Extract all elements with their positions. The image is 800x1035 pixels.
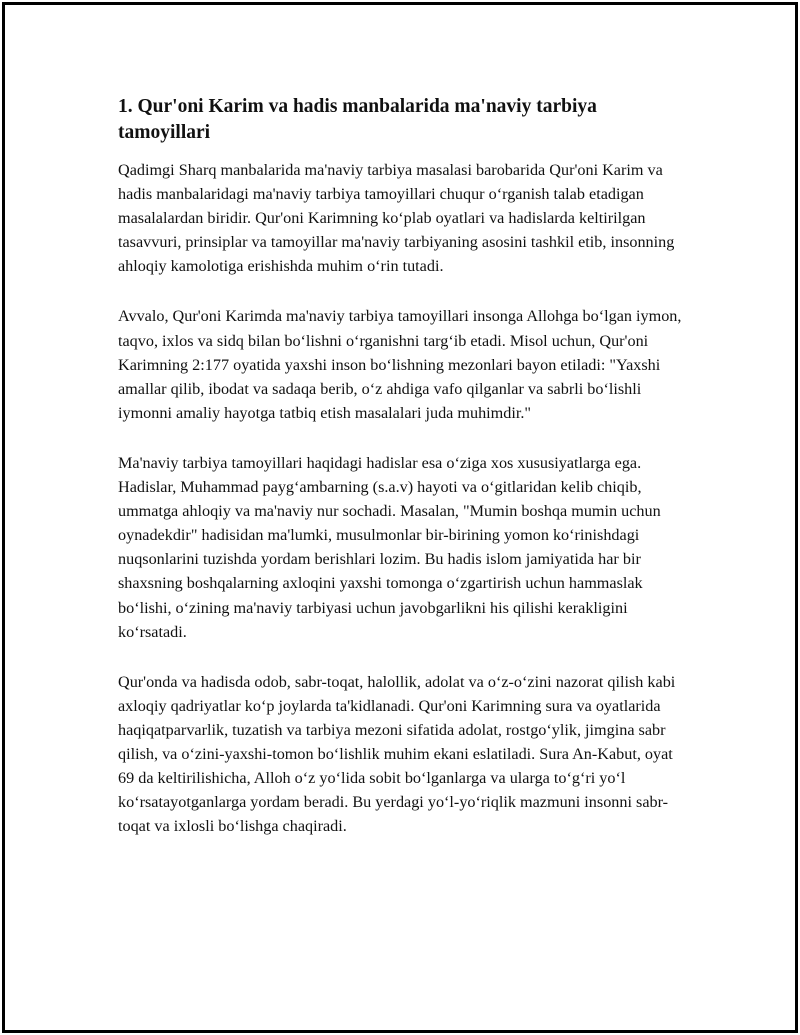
- section-heading: 1. Qur'oni Karim va hadis manbalarida ma'naviy tarbiya tamoyillari: [118, 96, 597, 143]
- paragraph-1: Qadimgi Sharq manbalarida ma'naviy tarbiya masalasi barobarida Qur'oni Karim va hadis manbalaridagi ma'naviy tarbiya tamoyillari chuqur oʻrganish talab etadigan masalalardan biridir. Qur'oni Karimning koʻplab oyatlari va hadislarda keltirilgan tasavvuri, prinsiplar va tamoyillar ma'naviy tarbiyaning asosini tashkil etib, insonning ahloqiy kamolotiga erishishda muhim oʻrin tutadi.: [118, 161, 675, 276]
- paragraph-2: Avvalo, Qur'oni Karimda ma'naviy tarbiya tamoyillari insonga Allohga boʻlgan iymon, taqvo, ixlos va sidq bilan boʻlishni oʻrganishni targʻib etadi. Misol uchun, Qur'oni Karimning 2:177 oyatida yaxshi inson boʻlishning mezonlari bayon etiladi: "Yaxshi amallar qilib, ibodat va sadaqa berib, oʻz ahdiga vafo qilganlar va sabrli boʻlishli iymonni amaliy hayotga tatbiq etish masalalari juda muhimdir.": [118, 307, 682, 422]
- document-body: [118, 94, 686, 864]
- paragraph-4: Qur'onda va hadisda odob, sabr-toqat, halollik, adolat va oʻz-oʻzini nazorat qilish kabi axloqiy qadriyatlar koʻp joylarda ta'kidlanadi. Qur'oni Karimning sura va oyatlarida haqiqatparvarlik, tuzatish va tarbiya mezoni sifatida adolat, rostgoʻylik, jimgina sabr qilish, va oʻzini-yaxshi-tomon boʻlishlik muhim ekani eslatiladi. Sura An-Kabut, oyat 69 da keltirilishicha, Alloh oʻz yoʻlida sobit boʻlganlarga va ularga toʻgʻri yoʻl koʻrsatayotganlarga yordam beradi. Bu yerdagi yoʻl-yoʻriqlik mazmuni insonni sabr-toqat va ixlosli boʻlishga chaqiradi.: [118, 672, 676, 836]
- paragraph-3: Ma'naviy tarbiya tamoyillari haqidagi hadislar esa oʻziga xos xususiyatlarga ega. Hadislar, Muhammad paygʻambarning (s.a.v) hayoti va oʻgitlaridan kelib chiqib, ummatga ahloqiy va ma'naviy nur sochadi. Masalan, "Mumin boshqa mumin uchun oynadekdir" hadisidan ma'lumki, musulmonlar bir-birining yomon koʻrinishdagi nuqsonlarini tuzishda yordam berishlari lozim. Bu hadis islom jamiyatida har bir shaxsning boshqalarning axloqini yaxshi tomonga oʻzgartirish uchun hammaslak boʻlishi, oʻzining ma'naviy tarbiyasi uchun javobgarlikni his qilishi kerakligini koʻrsatadi.: [118, 453, 661, 641]
